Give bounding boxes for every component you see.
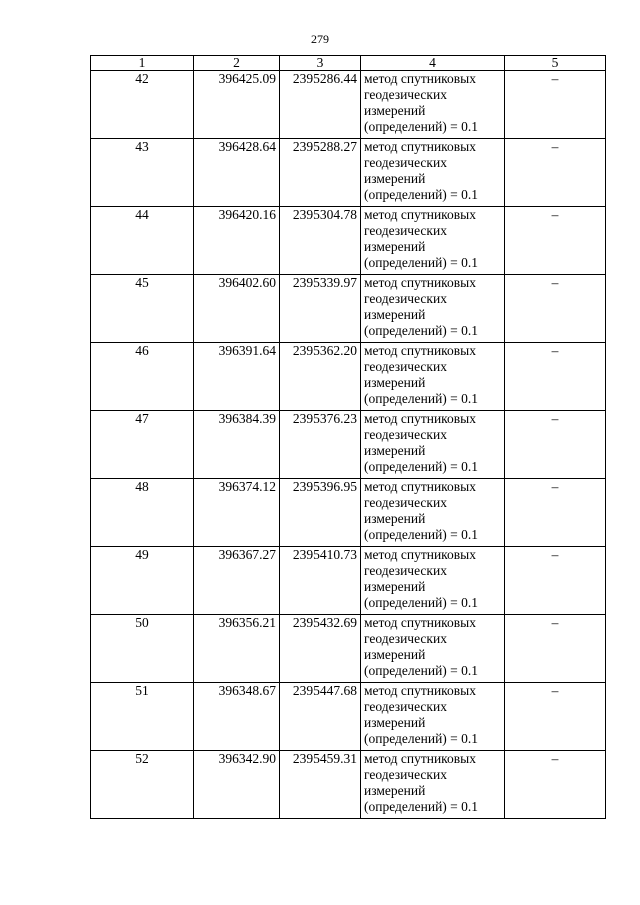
method-text-line: метод спутниковых (364, 343, 476, 358)
method-text-line: (определений) = 0.1 (364, 255, 479, 270)
point-number-cell: 48 (91, 479, 194, 547)
method-cell (361, 207, 505, 275)
description-cell: – (505, 479, 606, 547)
method-text-line: геодезических (364, 427, 447, 442)
method-text-line: (определений) = 0.1 (364, 187, 479, 202)
method-text-line: (определений) = 0.1 (364, 119, 479, 134)
method-text-line: метод спутниковых (364, 207, 476, 222)
point-number-cell: 42 (91, 71, 194, 139)
method-text-line: геодезических (364, 563, 447, 578)
method-text-line: геодезических (364, 87, 447, 102)
table-row (91, 479, 606, 547)
method-text-line: геодезических (364, 767, 447, 782)
method-text-line: измерений (364, 783, 426, 798)
method-text-line: (определений) = 0.1 (364, 323, 479, 338)
point-number-cell: 51 (91, 683, 194, 751)
header-row (91, 56, 606, 71)
method-text-line: измерений (364, 579, 426, 594)
description-cell: – (505, 547, 606, 615)
method-text-line: метод спутниковых (364, 71, 476, 86)
method-text-line: метод спутниковых (364, 615, 476, 630)
table-row (91, 683, 606, 751)
method-cell (361, 683, 505, 751)
coordinates-table (90, 55, 606, 819)
table-row (91, 207, 606, 275)
x-coordinate-cell: 396428.64 (194, 139, 280, 207)
method-cell (361, 479, 505, 547)
table-row (91, 751, 606, 819)
column-header-2: 2 (194, 56, 280, 71)
table-row (91, 411, 606, 479)
method-text-line: измерений (364, 511, 426, 526)
method-text-line: (определений) = 0.1 (364, 391, 479, 406)
table-row (91, 71, 606, 139)
method-text-line: геодезических (364, 223, 447, 238)
y-coordinate-cell: 2395288.27 (280, 139, 361, 207)
method-cell (361, 615, 505, 683)
y-coordinate-cell: 2395304.78 (280, 207, 361, 275)
x-coordinate-cell: 396384.39 (194, 411, 280, 479)
point-number-cell: 47 (91, 411, 194, 479)
table-body (91, 71, 606, 819)
y-coordinate-cell: 2395286.44 (280, 71, 361, 139)
table-row (91, 275, 606, 343)
description-cell: – (505, 615, 606, 683)
method-cell (361, 751, 505, 819)
description-cell: – (505, 751, 606, 819)
description-cell: – (505, 683, 606, 751)
description-cell: – (505, 139, 606, 207)
point-number-cell: 52 (91, 751, 194, 819)
x-coordinate-cell: 396348.67 (194, 683, 280, 751)
method-text-line: измерений (364, 307, 426, 322)
method-text-line: геодезических (364, 359, 447, 374)
method-text-line: измерений (364, 375, 426, 390)
method-cell (361, 275, 505, 343)
method-text-line: (определений) = 0.1 (364, 595, 479, 610)
column-header-4: 4 (361, 56, 505, 71)
method-text-line: геодезических (364, 291, 447, 306)
method-text-line: измерений (364, 103, 426, 118)
method-text-line: метод спутниковых (364, 139, 476, 154)
y-coordinate-cell: 2395432.69 (280, 615, 361, 683)
column-header-5: 5 (505, 56, 606, 71)
method-text-line: метод спутниковых (364, 547, 476, 562)
point-number-cell: 49 (91, 547, 194, 615)
column-header-3: 3 (280, 56, 361, 71)
x-coordinate-cell: 396374.12 (194, 479, 280, 547)
method-text-line: метод спутниковых (364, 411, 476, 426)
column-header-1: 1 (91, 56, 194, 71)
x-coordinate-cell: 396342.90 (194, 751, 280, 819)
x-coordinate-cell: 396420.16 (194, 207, 280, 275)
table-row (91, 547, 606, 615)
method-text-line: метод спутниковых (364, 751, 476, 766)
method-text-line: (определений) = 0.1 (364, 459, 479, 474)
x-coordinate-cell: 396425.09 (194, 71, 280, 139)
description-cell: – (505, 207, 606, 275)
method-text-line: геодезических (364, 631, 447, 646)
x-coordinate-cell: 396367.27 (194, 547, 280, 615)
table-row (91, 615, 606, 683)
method-text-line: измерений (364, 239, 426, 254)
x-coordinate-cell: 396356.21 (194, 615, 280, 683)
x-coordinate-cell: 396391.64 (194, 343, 280, 411)
point-number-cell: 45 (91, 275, 194, 343)
point-number-cell: 44 (91, 207, 194, 275)
y-coordinate-cell: 2395362.20 (280, 343, 361, 411)
method-text-line: метод спутниковых (364, 275, 476, 290)
page-number: 279 (311, 32, 329, 46)
method-text-line: измерений (364, 171, 426, 186)
y-coordinate-cell: 2395459.31 (280, 751, 361, 819)
method-cell (361, 343, 505, 411)
y-coordinate-cell: 2395376.23 (280, 411, 361, 479)
point-number-cell: 50 (91, 615, 194, 683)
table-header (91, 56, 606, 71)
method-cell (361, 547, 505, 615)
y-coordinate-cell: 2395447.68 (280, 683, 361, 751)
method-text-line: метод спутниковых (364, 683, 476, 698)
point-number-cell: 46 (91, 343, 194, 411)
point-number-cell: 43 (91, 139, 194, 207)
x-coordinate-cell: 396402.60 (194, 275, 280, 343)
method-text-line: геодезических (364, 155, 447, 170)
method-cell (361, 139, 505, 207)
method-text-line: геодезических (364, 495, 447, 510)
table-row (91, 343, 606, 411)
method-text-line: измерений (364, 443, 426, 458)
y-coordinate-cell: 2395410.73 (280, 547, 361, 615)
table-row (91, 139, 606, 207)
y-coordinate-cell: 2395396.95 (280, 479, 361, 547)
method-text-line: (определений) = 0.1 (364, 663, 479, 678)
method-text-line: геодезических (364, 699, 447, 714)
method-text-line: (определений) = 0.1 (364, 799, 479, 814)
method-text-line: метод спутниковых (364, 479, 476, 494)
method-text-line: (определений) = 0.1 (364, 527, 479, 542)
method-text-line: (определений) = 0.1 (364, 731, 479, 746)
y-coordinate-cell: 2395339.97 (280, 275, 361, 343)
method-cell (361, 411, 505, 479)
method-text-line: измерений (364, 647, 426, 662)
method-cell (361, 71, 505, 139)
description-cell: – (505, 411, 606, 479)
description-cell: – (505, 71, 606, 139)
description-cell: – (505, 275, 606, 343)
method-text-line: измерений (364, 715, 426, 730)
description-cell: – (505, 343, 606, 411)
